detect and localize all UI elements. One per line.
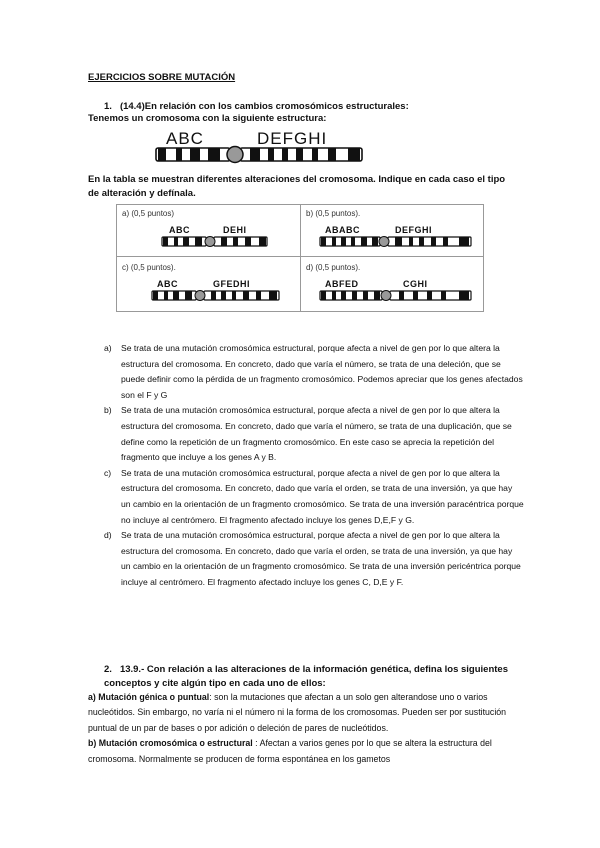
definition-b [88, 736, 518, 767]
definition-text: : son la mutaciones que afectan a un solo gen alterandose uno o varios nucleótidos. Sin embargo, no varía ni el número ni la forma de los cromosomas. Pueden ser por sustitución puntual de un par de bases o por adición o deleción de pares de nucleótidos. [88, 692, 507, 733]
alterations-table [116, 204, 484, 312]
table-divider-vertical [300, 205, 301, 311]
panel-b-right-label: DEFGHI [395, 225, 433, 235]
panel-c-head: c) (0,5 puntos). [122, 263, 176, 272]
chromosome-diagram [154, 144, 366, 166]
question-2-heading [104, 663, 524, 691]
panel-c-right-label: GFEDHI [213, 279, 251, 289]
definition-a [88, 690, 518, 736]
panel-d-left-label: ABFED [325, 279, 359, 289]
chromosome-bands [156, 148, 362, 161]
panel-d-right-label: CGHI [403, 279, 428, 289]
chromosome-label-left: ABC [166, 129, 204, 148]
answer-letter: d) [104, 530, 112, 541]
question-number: 2. [104, 664, 112, 675]
answer-d [104, 528, 524, 590]
answer-letter: a) [104, 343, 112, 353]
page-title: EJERCICIOS SOBRE MUTACIÓN [88, 72, 236, 83]
panel-b-left-label: ABABC [325, 225, 360, 235]
panel-b-head: b) (0,5 puntos). [306, 209, 361, 218]
answer-text: Se trata de una mutación cromosómica estructural, porque afecta a nivel de gen por lo que altera la estructura del cromosoma. En concreto, dado que varía el número, se trata de una duplicación, que se define como la repetición de un fragmento cromosómico. En este caso se aprecia la repetición del fragmento que incluye a los genes A y B. [121, 405, 512, 463]
table-divider-horizontal [117, 256, 483, 257]
panel-b-chromosome [319, 235, 473, 249]
panel-c-left-label: ABC [157, 279, 178, 289]
question-number: 1. [104, 101, 112, 112]
centromere [227, 147, 243, 163]
answer-a [104, 341, 524, 403]
answer-letter: b) [104, 405, 112, 416]
panel-d-head: d) (0,5 puntos). [306, 263, 361, 272]
panel-a-left-label: ABC [169, 225, 190, 235]
definition-text: : Afectan a varios genes por lo que se altera la estructura del cromosoma. Normalmente se producen de forma espontánea en los gametos [88, 738, 492, 764]
answer-text: Se trata de una mutación cromosómica estructural, porque afecta a nivel de gen por lo que altera la estructura del cromosoma. En concreto, dado que varía el orden, se trata de una inversión, ya que hay un cambio en la orientación de un fragmento cromosómico. Se trata de una inversión pericéntrica porque incluye al centrómero. El fragmento afectado incluye los genes C, D,E y F. [121, 530, 521, 587]
answers-list [104, 341, 524, 591]
panel-a-head: a) (0,5 puntos) [122, 209, 175, 218]
panel-a-chromosome [161, 235, 269, 249]
answer-b [104, 403, 524, 465]
definitions [88, 690, 518, 767]
panel-c-chromosome [151, 289, 281, 303]
question-text: 13.9.- Con relación a las alteraciones de la información genética, defina los siguientes conceptos y cite algún tipo en cada uno de ellos: [104, 664, 508, 689]
answer-text: Se trata de una mutación cromosómica estructural, porque afecta a nivel de gen por lo que altera la estructura del cromosoma. En concreto, dado que varía el número, se trata de una deleción, que se puede definir como la pérdida de un fragmento cromosómico. Podemos apreciar que los genes afectados son el F y G [121, 343, 523, 400]
definition-term: b) Mutación cromosómica o estructural [88, 738, 253, 749]
answer-letter: c) [104, 467, 112, 478]
question-1-subheading: Tenemos un cromosoma con la siguiente estructura: [88, 113, 327, 124]
panel-d-chromosome [319, 289, 473, 303]
panel-a-right-label: DEHI [223, 225, 247, 235]
chromosome-label-right: DEFGHI [257, 129, 328, 148]
question-1-intro: En la tabla se muestran diferentes alteraciones del cromosoma. Indique en cada caso el tipo de alteración y defínala. [88, 174, 506, 199]
answer-c [104, 466, 524, 528]
definition-term: a) Mutación génica o puntual [88, 692, 210, 702]
question-1-heading [104, 101, 409, 112]
answer-text: Se trata de una mutación cromosómica estructural, porque afecta a nivel de gen por lo que altera la estructura del cromosoma. En concreto, dado que varía el orden, se trata de una inversión, ya que hay un cambio en la orientación de un fragmento cromosómico. Se trata de una inversión paracéntrica porque no incluye al centrómero. El fragmento afectado incluye los genes D,E,F y G. [121, 467, 524, 525]
question-text: (14.4)En relación con los cambios cromosómicos estructurales: [119, 101, 409, 112]
